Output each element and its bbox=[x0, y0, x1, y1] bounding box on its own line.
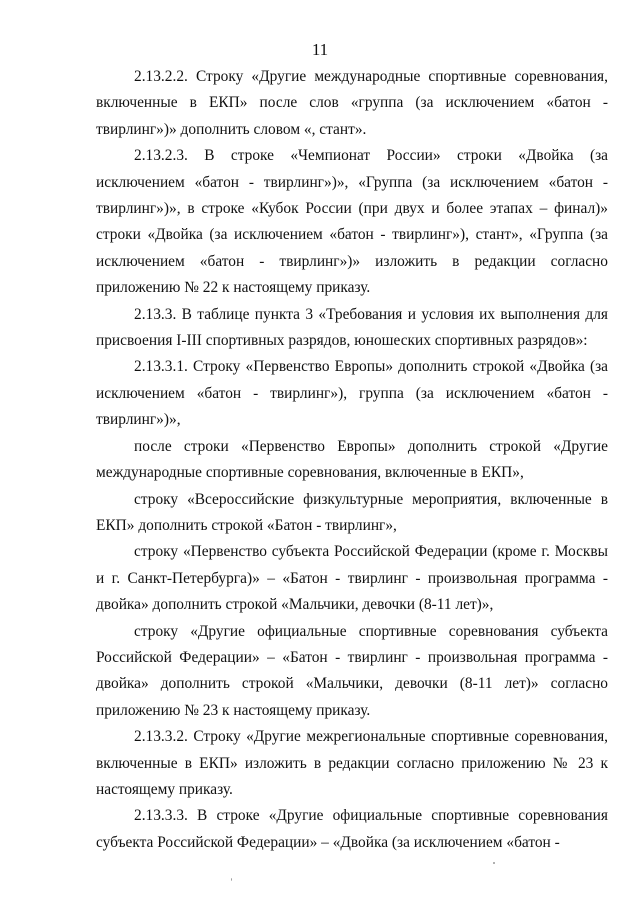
page-number: 11 bbox=[311, 40, 329, 59]
scan-speck bbox=[493, 862, 495, 864]
paragraph-2-13-2-3: 2.13.2.3. В строке «Чемпионат России» строки «Двойка (за исключением «батон - твирлинг»)», «Группа (за исключением «батон - твирлинг»)», в строке «Кубок России (при двух и более этапах – финал)» строки «Двойка (за исключением «батон - твирлинг»), стант», «Группа (за исключением «батон - твирлинг»)» изложить в редакции согласно приложению № 22 к настоящему приказу. bbox=[96, 147, 608, 297]
paragraph-2-13-3-2: 2.13.3.2. Строку «Другие межрегиональные спортивные соревнования, включенные в ЕКП» изложить в редакции согласно приложению № 23 к настоящему приказу. bbox=[96, 728, 608, 798]
document-body bbox=[96, 64, 608, 856]
paragraph-2-13-3: 2.13.3. В таблице пункта 3 «Требования и условия их выполнения для присвоения I-III спортивных разрядов, юношеских спортивных разрядов»: bbox=[96, 305, 608, 350]
scan-speck bbox=[231, 878, 232, 881]
paragraph-after-europe-championship: после строки «Первенство Европы» дополнить строкой «Другие международные спортивные соревнования, включенные в ЕКП», bbox=[96, 437, 608, 482]
paragraph-2-13-3-3: 2.13.3.3. В строке «Другие официальные спортивные соревнования субъекта Российской Федерации» – «Двойка (за исключением «батон - bbox=[96, 807, 608, 851]
paragraph-2-13-2-2: 2.13.2.2. Строку «Другие международные спортивные соревнования, включенные в ЕКП» после слов «группа (за исключением «батон - твирлинг»)» дополнить словом «, стант». bbox=[96, 68, 608, 138]
paragraph-subject-championship: строку «Первенство субъекта Российской Федерации (кроме г. Москвы и г. Санкт-Петербурга)» – «Батон - твирлинг - произвольная программа - двойка» дополнить строкой «Мальчики, девочки (8-11 лет)», bbox=[96, 543, 608, 614]
paragraph-2-13-3-1: 2.13.3.1. Строку «Первенство Европы» дополнить строкой «Двойка (за исключением «батон - твирлинг»), группа (за исключением «батон - твирлинг»)», bbox=[96, 358, 608, 429]
paragraph-all-russian-events: строку «Всероссийские физкультурные мероприятия, включенные в ЕКП» дополнить строкой «Батон - твирлинг», bbox=[96, 490, 608, 534]
paragraph-other-official-competitions: строку «Другие официальные спортивные соревнования субъекта Российской Федерации» – «Батон - твирлинг - произвольная программа - двойка» дополнить строкой «Мальчики, девочки (8-11 лет)» согласно приложению № 23 к настоящему приказу. bbox=[96, 622, 608, 719]
